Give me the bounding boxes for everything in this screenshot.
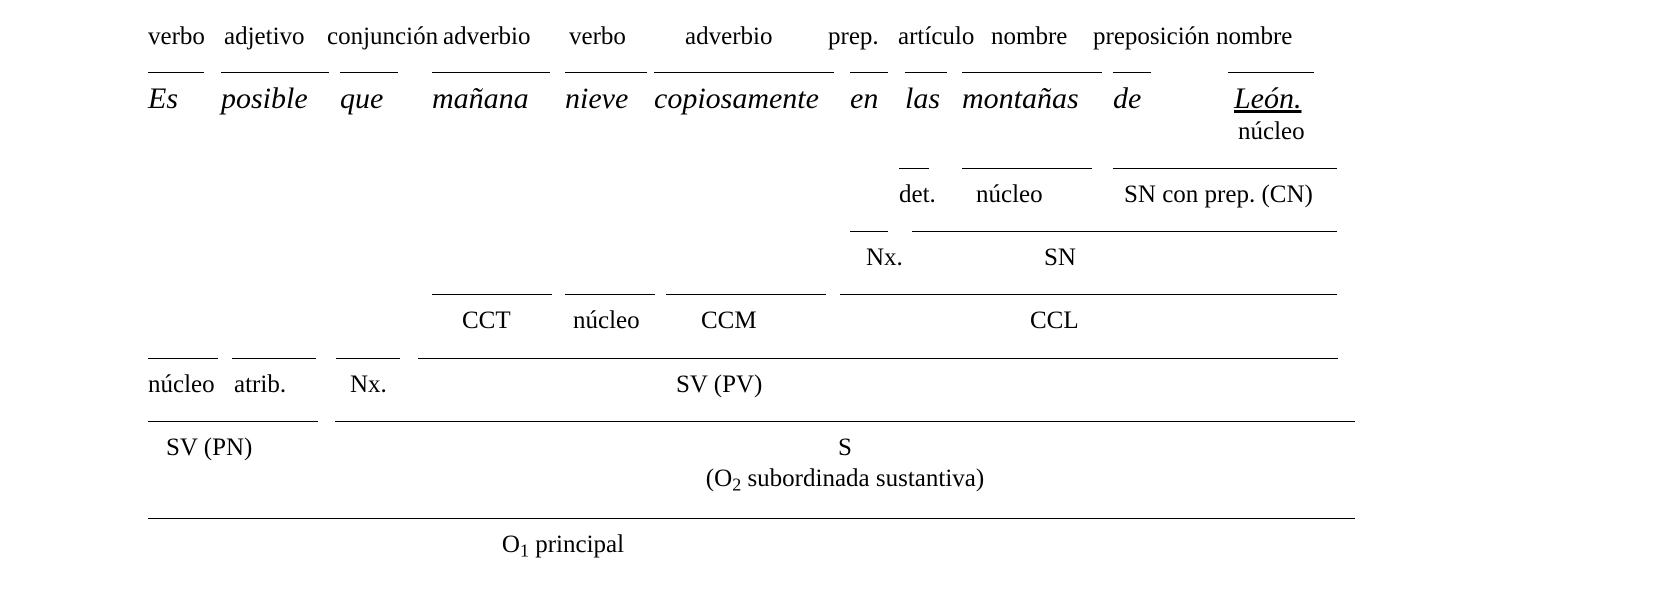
- pos-label-verbo-2: verbo: [569, 23, 626, 50]
- function-label-nx-en: Nx.: [866, 244, 903, 271]
- bracket-nucleo-montanas: [962, 168, 1092, 169]
- function-label-nx-que: Nx.: [350, 371, 387, 398]
- function-label-sv-pv: SV (PV): [676, 371, 763, 398]
- word-en: en: [850, 82, 879, 115]
- s-sub-post: subordinada sustantiva): [741, 465, 985, 492]
- word-es: Es: [148, 82, 178, 115]
- bracket-nx-que: [336, 358, 400, 359]
- word-rule-en: [850, 72, 888, 73]
- pos-label-adjetivo: adjetivo: [224, 23, 305, 50]
- o1-pre: O: [501, 531, 520, 558]
- word-montanas: montañas: [962, 82, 1079, 115]
- s-sub-pre: (O: [705, 465, 733, 492]
- bracket-nucleo-nieve: [565, 294, 655, 295]
- function-label-s-subordinada: [335, 466, 1355, 494]
- word-copiosamente: copiosamente: [654, 82, 819, 115]
- function-label-sv-pn: SV (PN): [166, 434, 253, 461]
- pos-label-prep: prep.: [828, 23, 879, 50]
- word-rule-posible: [221, 72, 329, 73]
- word-rule-leon: [1228, 72, 1314, 73]
- function-label-ccm: CCM: [701, 307, 757, 334]
- pos-label-articulo: artículo: [898, 23, 975, 50]
- function-label-nucleo-es: núcleo: [148, 371, 215, 398]
- word-leon: León.: [1234, 82, 1302, 115]
- bracket-s-oracion: [335, 421, 1355, 422]
- pos-label-adverbio-1: adverbio: [443, 23, 531, 50]
- function-label-nucleo-leon: núcleo: [1238, 118, 1305, 145]
- pos-label-verbo-1: verbo: [148, 23, 205, 50]
- word-rule-que: [340, 72, 398, 73]
- function-label-det: det.: [899, 181, 936, 208]
- word-rule-las: [905, 72, 947, 73]
- function-label-ccl: CCL: [1030, 307, 1079, 334]
- o1-post: principal: [528, 531, 625, 558]
- function-label-sn: SN: [1044, 244, 1076, 271]
- pos-label-nombre-1: nombre: [991, 23, 1068, 50]
- function-label-o1-principal: [148, 532, 978, 560]
- bracket-ccl: [840, 294, 1337, 295]
- function-label-nucleo-montanas: núcleo: [976, 181, 1043, 208]
- word-rule-copiosamente: [654, 72, 834, 73]
- bracket-sn-con-prep: [1113, 168, 1337, 169]
- function-label-nucleo-nieve: núcleo: [573, 307, 640, 334]
- function-label-atrib: atrib.: [234, 371, 287, 398]
- word-de: de: [1113, 82, 1142, 115]
- bracket-o1-principal: [148, 518, 1355, 519]
- bracket-ccm: [666, 294, 826, 295]
- word-nieve: nieve: [565, 82, 629, 115]
- bracket-cct: [432, 294, 552, 295]
- bracket-sv-pn: [148, 421, 318, 422]
- word-posible: posible: [221, 82, 308, 115]
- pos-label-adverbio-2: adverbio: [685, 23, 773, 50]
- bracket-sn: [912, 231, 1337, 232]
- bracket-nucleo-es: [148, 358, 218, 359]
- word-rule-manana: [432, 72, 550, 73]
- pos-label-conjuncion: conjunción: [327, 23, 439, 50]
- function-label-s: S: [838, 434, 852, 461]
- word-que: que: [340, 82, 384, 115]
- function-label-cct: CCT: [462, 307, 511, 334]
- word-rule-de: [1113, 72, 1151, 73]
- bracket-det-las: [899, 168, 929, 169]
- bracket-sv-pv: [418, 358, 1338, 359]
- function-label-sn-con-prep: SN con prep. (CN): [1124, 181, 1313, 208]
- word-rule-montanas: [962, 72, 1102, 73]
- word-manana: mañana: [432, 82, 529, 115]
- pos-label-preposicion: preposición: [1093, 23, 1210, 50]
- s-sub-index: 2: [732, 474, 742, 495]
- pos-label-nombre-2: nombre: [1216, 23, 1293, 50]
- word-rule-nieve: [565, 72, 647, 73]
- bracket-nx-en: [850, 231, 888, 232]
- bracket-atrib: [232, 358, 316, 359]
- word-rule-es: [148, 72, 204, 73]
- o1-index: 1: [519, 540, 529, 561]
- word-las: las: [905, 82, 941, 115]
